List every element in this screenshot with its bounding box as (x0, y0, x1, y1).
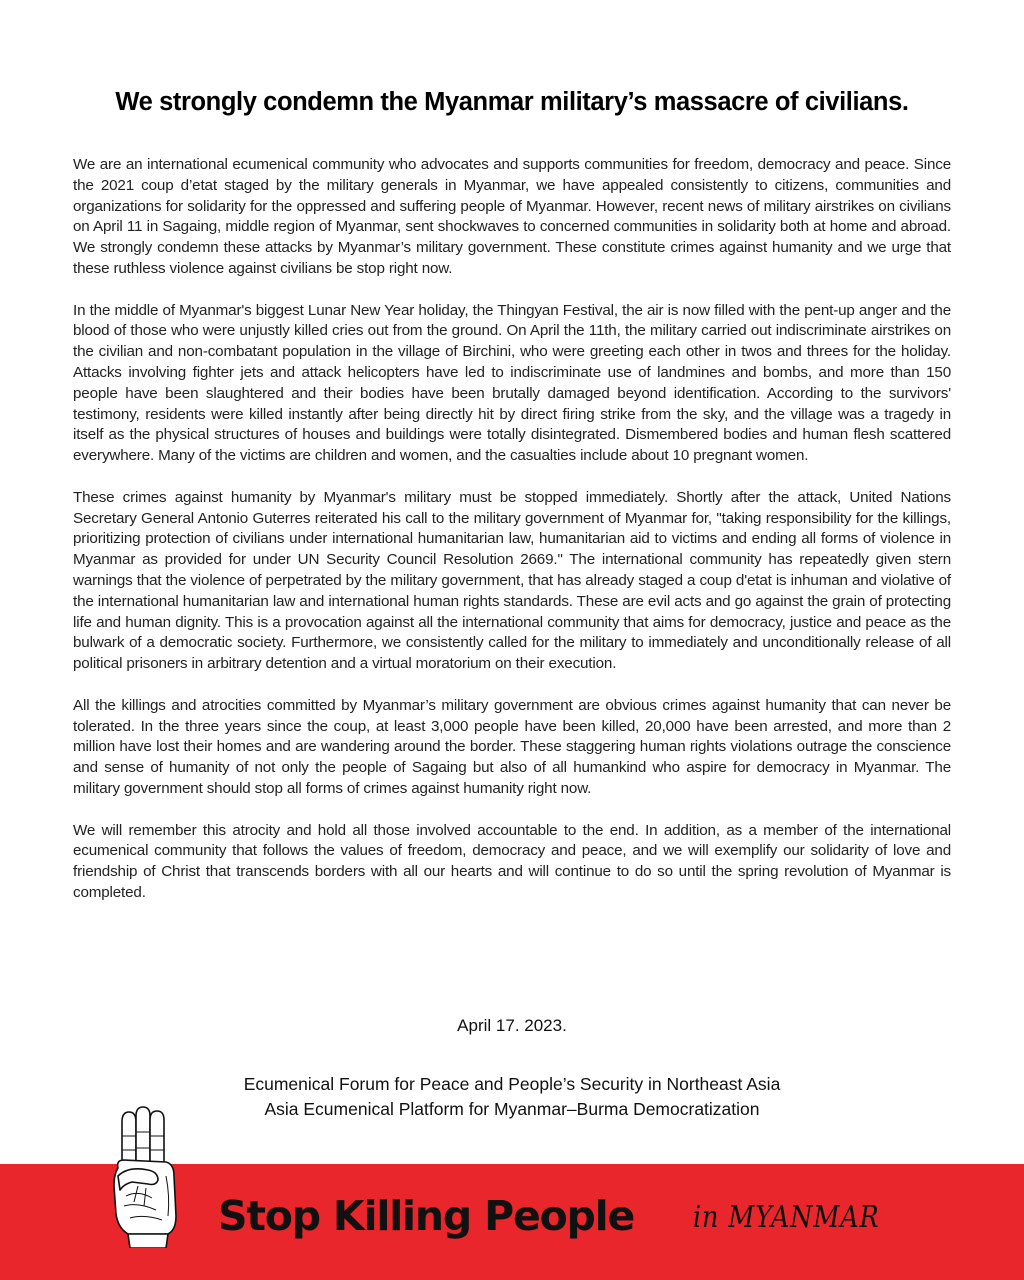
banner-slogan: Stop Killing People (218, 1192, 635, 1240)
paragraph-1: We are an international ecumenical community who advocates and supports communities for freedom, democracy and peace. Since the 2021 coup d’etat staged by the military generals in Myanmar, we have appealed consistently to citizens, communities and organizations for solidarity for the oppressed and suffering people of Myanmar. However, recent news of military airstrikes on civilians on April 11 in Sagaing, middle region of Myanmar, sent shockwaves to concerned communities in solidarity both at home and abroad. We strongly condemn these attacks by Myanmar’s military government. These constitute crimes against humanity and we urge that these ruthless violence against civilians be stop right now. (73, 156, 951, 277)
signatory-1: Ecumenical Forum for Peace and People’s Security in Northeast Asia (243, 1074, 781, 1094)
statement-date: April 17. 2023. (457, 1016, 567, 1035)
banner-slogan-suffix: in MYANMAR (693, 1200, 880, 1235)
paragraph-2: In the middle of Myanmar's biggest Lunar New Year holiday, the Thingyan Festival, the air is now filled with the pent-up anger and the blood of those who were unjustly killed cries out from the ground. On April the 11th, the military carried out indiscriminate airstrikes on the civilian and non-combatant population in the village of Birchini, who were greeting each other in twos and threes for the holiday. Attacks involving fighter jets and attack helicopters have led to indiscriminate use of landmines and bombs, and more than 150 people have been slaughtered and their bodies have been brutally damaged beyond identification. According to the survivors' testimony, residents were killed instantly after being directly hit by direct firing strike from the sky, and the village was a tragedy in itself as the physical structures of houses and buildings were totally disintegrated. Dismembered bodies and human flesh scattered everywhere. Many of the victims are children and women, and the casualties include about 10 pregnant women. (73, 301, 951, 465)
paragraph-5: We will remember this atrocity and hold all those involved accountable to the end. In addition, as a member of the international ecumenical community that follows the values of freedom, democracy and peace, and we will exemplify our solidarity of love and friendship of Christ that transcends borders with all our hearts and will continue to do so until the spring revolution of Myanmar is completed. (73, 821, 951, 901)
statement-title: We strongly condemn the Myanmar military’s massacre of civilians. (115, 88, 909, 116)
statement-body (73, 155, 951, 924)
three-finger-salute-hand-icon (108, 1106, 182, 1248)
signatory-2: Asia Ecumenical Platform for Myanmar–Burma Democratization (264, 1099, 760, 1119)
paragraph-4: All the killings and atrocities committed by Myanmar’s military government are obvious crimes against humanity that can never be tolerated. In the three years since the coup, at least 3,000 people have been killed, 20,000 have been arrested, and more than 2 million have lost their homes and are wandering around the border. These staggering human rights violations outrage the conscience and sense of humanity of not only the people of Sagaing but also of all humankind who aspire for democracy in Myanmar. The military government should stop all forms of crimes against humanity right now. (73, 696, 951, 797)
paragraph-3: These crimes against humanity by Myanmar's military must be stopped immediately. Shortly after the attack, United Nations Secretary General Antonio Guterres reiterated his call to the military government of Myanmar for, "taking responsibility for the killings, prioritizing protection of civilians under international humanitarian law, humanitarian aid to victims and ending all forms of violence in Myanmar as provided for under UN Security Council Resolution 2669." The international community has repeatedly given stern warnings that the violence of perpetrated by the military government, that has already staged a coup d'etat is inhuman and violative of the international humanitarian law and international human rights standards. These are evil acts and go against the grain of protecting life and human dignity. This is a provocation against all the international community that aims for democracy, justice and peace as the bulwark of a democratic society. Furthermore, we consistently called for the military to immediately and unconditionally release of all political prisoners in arbitrary detention and a virtual moratorium on their execution. (73, 488, 951, 673)
